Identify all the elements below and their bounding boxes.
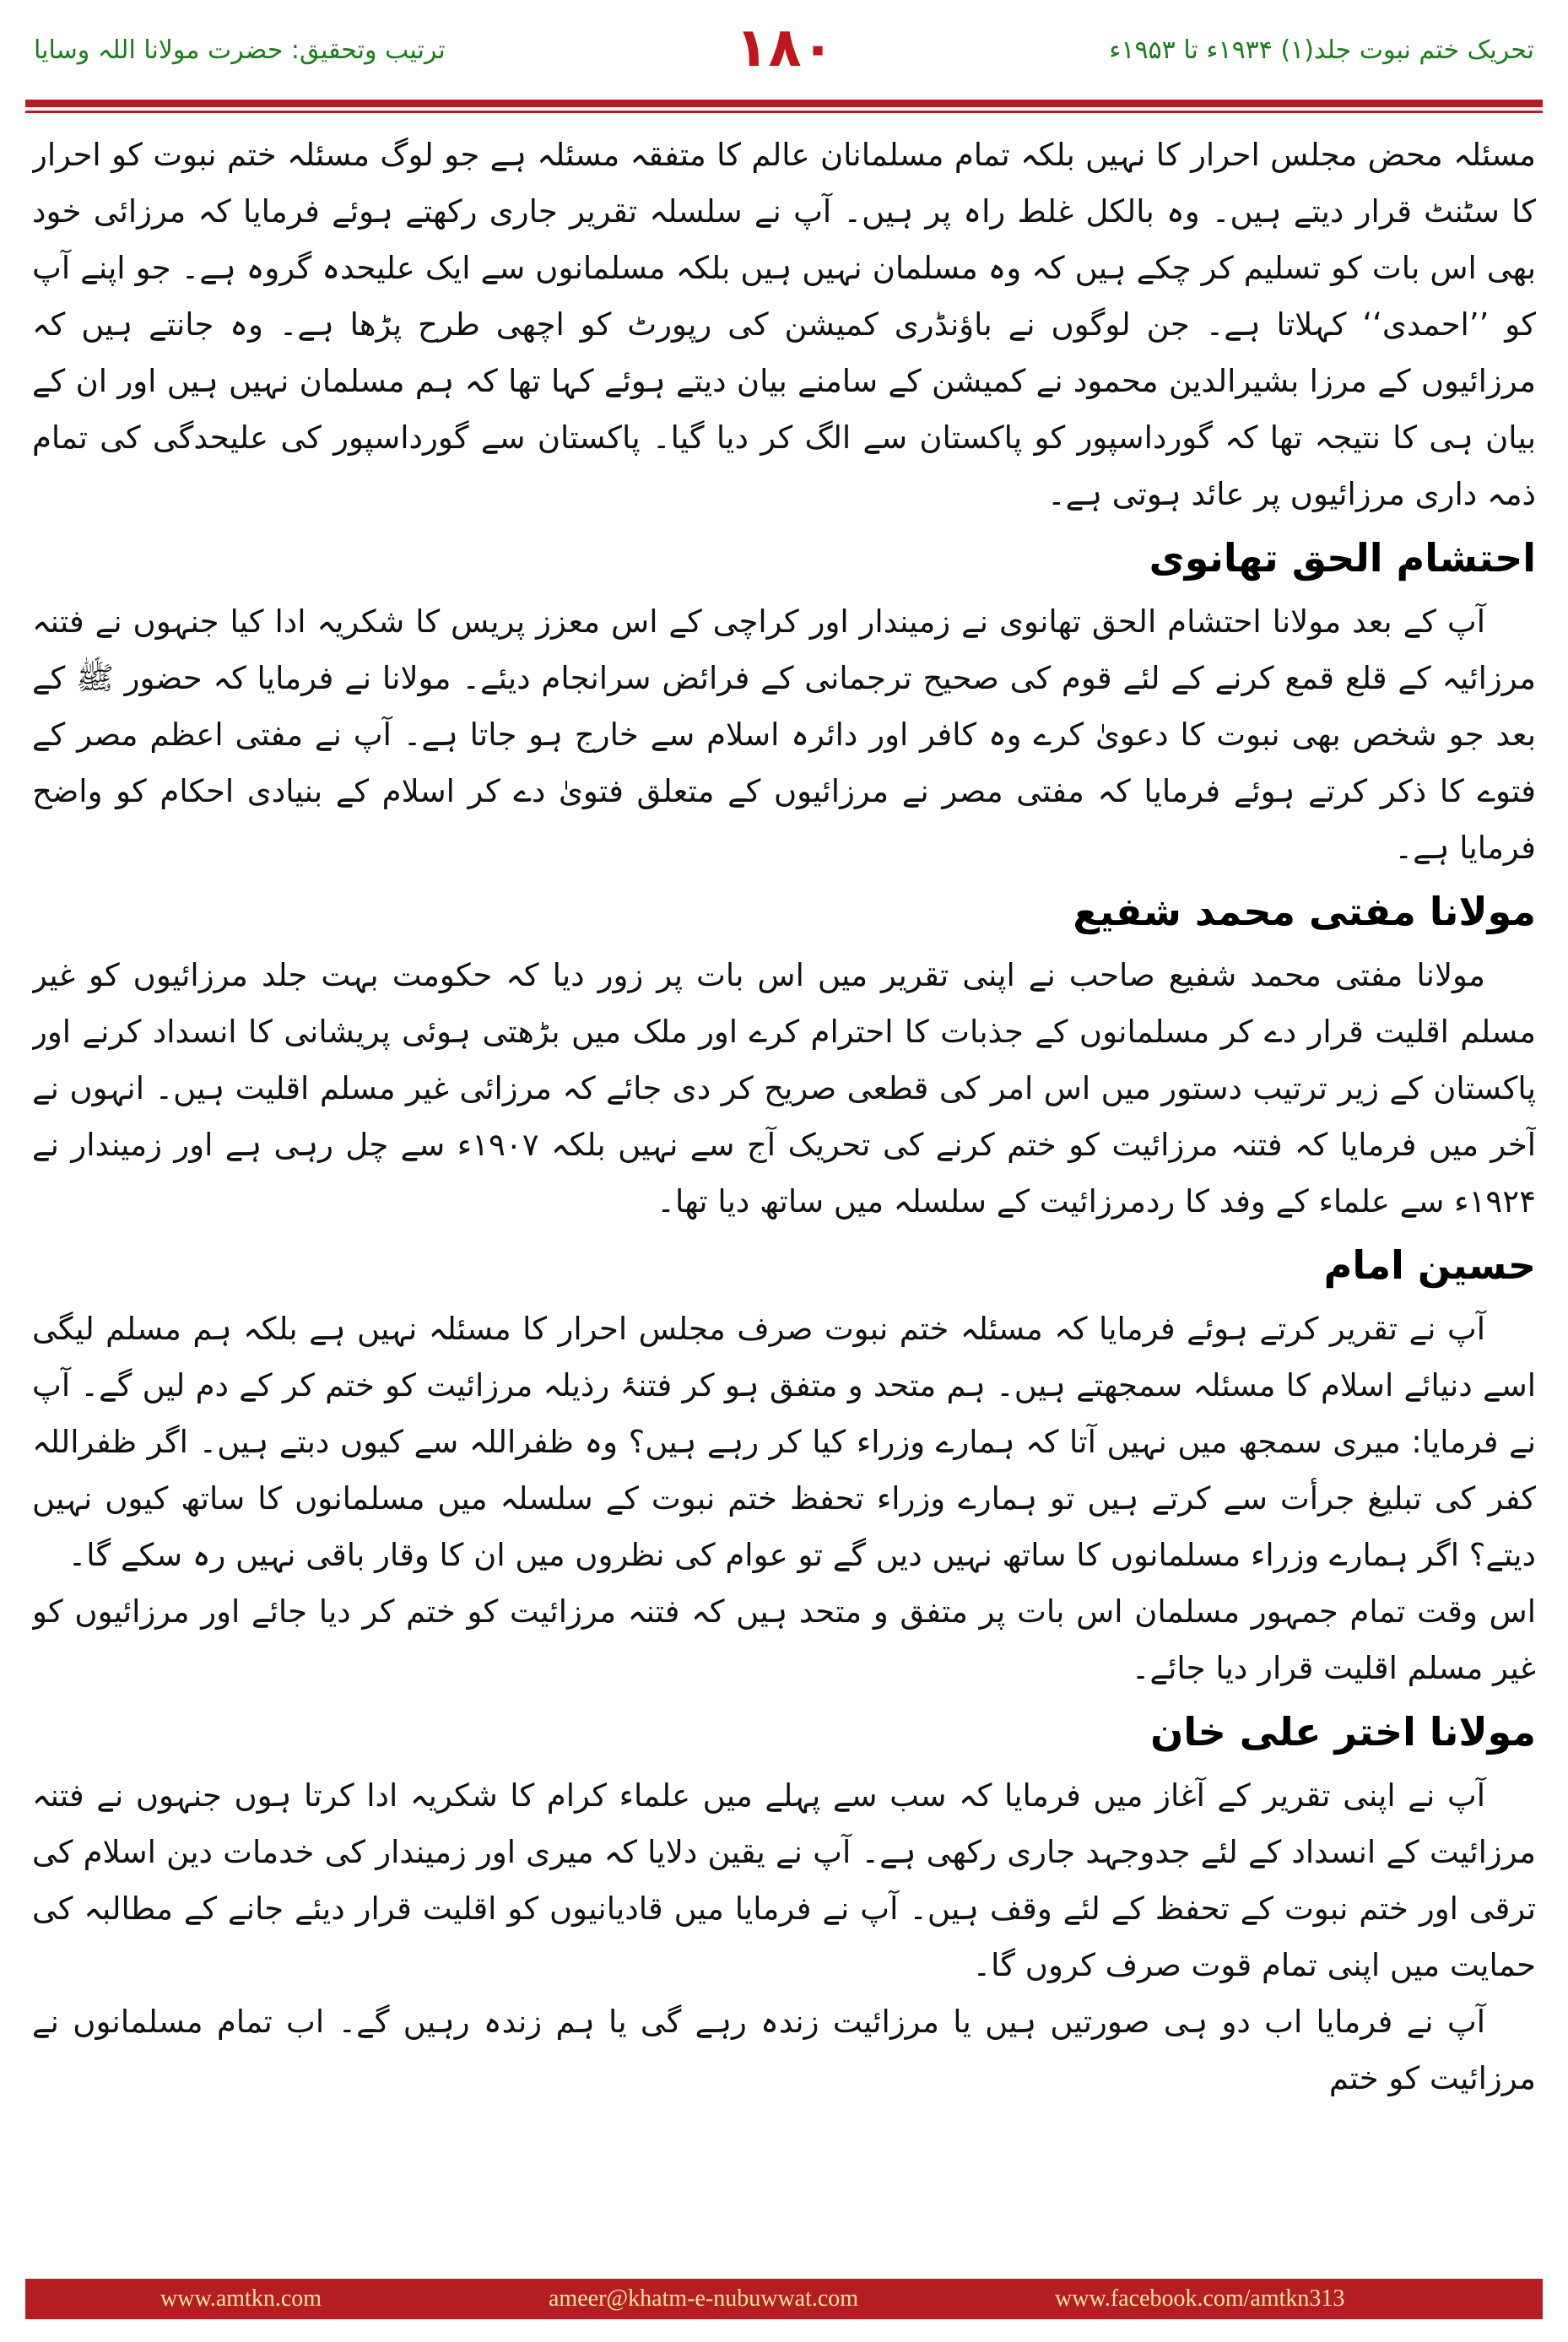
paragraph-continuation: آپ نے فرمایا اب دو ہی صورتیں ہیں یا مرزائیت زندہ رہے گی یا ہم زندہ رہیں گے۔ اب تمام مسلمانوں نے مرزائیت کو ختم <box>32 2004 1536 2096</box>
paragraph-akhtar-ali-khan: آپ نے اپنی تقریر کے آغاز میں فرمایا کہ سب سے پہلے میں علماء کرام کا شکریہ ادا کرتا ہوں جنہوں نے فتنہ مرزائیت کے انسداد کے لئے جدوجہد جاری رکھی ہے۔ آپ نے یقین دلایا کہ میری اور زمیندار کی خدمات دین اسلام کی ترقی اور ختم نبوت کے تحفظ کے لئے وقف ہیں۔ آپ نے فرمایا میں قادیانیوں کو اقلیت قرار دیئے جانے کے مطالبہ کی حمایت میں اپنی تمام قوت صرف کروں گا۔ <box>32 1777 1536 1983</box>
header-rule-thin <box>25 111 1543 113</box>
email-link[interactable]: ameer@khatm-e-nubuwwat.com <box>549 2285 859 2312</box>
paragraph-mufti-shafi: مولانا مفتی محمد شفیع صاحب نے اپنی تقریر میں اس بات پر زور دیا کہ حکومت بہت جلد مرزائیوں کو غیر مسلم اقلیت قرار دے کر مسلمانوں کے جذبات کا احترام کرے اور ملک میں بڑھتی ہوئی پریشانی کا انسداد کرنے اور پاکستان کے زیر ترتیب دستور میں اس امر کی قطعی صریح کر دی جائے کہ مرزائی غیر مسلم اقلیت ہیں۔ انہوں نے آخر میں فرمایا کہ فتنہ مرزائیت کو ختم کرنے کی تحریک آج سے نہیں بلکہ ۱۹۰۷ء سے چل رہی ہے اور زمیندار نے ۱۹۲۴ء سے علماء کے وفد کا ردمرزائیت کے سلسلہ میں ساتھ دیا تھا۔ <box>32 957 1536 1220</box>
heading-ehtisham-ul-haq: احتشام الحق تھانوی <box>1149 535 1536 581</box>
heading-hussain-imam: حسین امام <box>1323 1242 1536 1288</box>
facebook-link[interactable]: www.facebook.com/amtkn313 <box>1055 2285 1345 2312</box>
heading-akhtar-ali-khan: مولانا اختر علی خان <box>1150 1709 1536 1755</box>
page-body <box>32 127 1536 2245</box>
compiler-credit: ترتیب وتحقیق: حضرت مولانا اللہ وسایا <box>34 35 446 65</box>
paragraph-hussain-imam: آپ نے تقریر کرتے ہوئے فرمایا کہ مسئلہ ختم نبوت صرف مجلس احرار کا مسئلہ نہیں ہے بلکہ ہم مسلم لیگی اسے دنیائے اسلام کا مسئلہ سمجھتے ہیں۔ ہم متحد و متفق ہو کر فتنۂ رذیلہ مرزائیت کو ختم کر کے دم لیں گے۔ آپ نے فرمایا: میری سمجھ میں نہیں آتا کہ ہمارے وزراء کیا کر رہے ہیں؟ وہ ظفراللہ سے کیوں دبتے ہیں۔ اگر ظفراللہ کفر کی تبلیغ جرأت سے کرتے ہیں تو ہمارے وزراء تحفظ ختم نبوت کے سلسلہ میں مسلمانوں کا ساتھ کیوں نہیں دیتے؟ اگر ہمارے وزراء مسلمانوں کا ساتھ نہیں دیں گے تو عوام کی نظروں میں ان کا وقار باقی نہیں رہ سکے گا۔ <box>32 1311 1536 1573</box>
website-link[interactable]: www.amtkn.com <box>160 2285 322 2312</box>
page-number: ۱۸۰ <box>735 17 835 79</box>
heading-mufti-shafi: مولانا مفتی محمد شفیع <box>1073 889 1536 934</box>
page-header <box>0 0 1568 127</box>
book-title: تحریک ختم نبوت جلد(۱) ۱۹۳۴ء تا ۱۹۵۳ء <box>1109 35 1534 65</box>
header-rule-thick <box>25 100 1543 107</box>
paragraph-hussain-imam-conclusion: اس وقت تمام جمہور مسلمان اس بات پر متفق و متحد ہیں کہ فتنہ مرزائیت کو ختم کر دیا جائے اور مرزائیوں کو غیر مسلم اقلیت قرار دیا جائے۔ <box>32 1593 1536 1686</box>
paragraph-ehtisham-ul-haq: آپ کے بعد مولانا احتشام الحق تھانوی نے زمیندار اور کراچی کے اس معزز پریس کا شکریہ ادا کیا جنہوں نے فتنہ مرزائیہ کے قلع قمع کرنے کے لئے قوم کی صحیح ترجمانی کے فرائض سرانجام دیئے۔ مولانا نے فرمایا کہ حضور ﷺ کے بعد جو شخص بھی نبوت کا دعویٰ کرے وہ کافر اور دائرہ اسلام سے خارج ہو جاتا ہے۔ آپ نے مفتی اعظم مصر کے فتوے کا ذکر کرتے ہوئے فرمایا کہ مفتی مصر نے مرزائیوں کے متعلق فتویٰ دے کر اسلام کے بنیادی احکام کو واضح فرمایا ہے۔ <box>32 603 1536 866</box>
intro-paragraph: مسئلہ محض مجلس احرار کا نہیں بلکہ تمام مسلمانان عالم کا متفقہ مسئلہ ہے جو لوگ مسئلہ ختم نبوت کو احرار کا سٹنٹ قرار دیتے ہیں۔ وہ بالکل غلط راہ پر ہیں۔ آپ نے سلسلہ تقریر جاری رکھتے ہوئے فرمایا کہ مرزائی خود بھی اس بات کو تسلیم کر چکے ہیں کہ وہ مسلمان نہیں ہیں بلکہ مسلمانوں سے ایک علیحدہ گروہ ہے۔ جو اپنے آپ کو ’’احمدی‘‘ کہلاتا ہے۔ جن لوگوں نے باؤنڈری کمیشن کی رپورٹ کو اچھی طرح پڑھا ہے۔ وہ جانتے ہیں کہ مرزائیوں کے مرزا بشیرالدین محمود نے کمیشن کے سامنے بیان دیتے ہوئے کہا تھا کہ ہم مسلمان نہیں ہیں اور ان کے بیان ہی کا نتیجہ تھا کہ گورداسپور کو پاکستان سے الگ کر دیا گیا۔ پاکستان سے گورداسپور کی علیحدگی کی تمام ذمہ داری مرزائیوں پر عائد ہوتی ہے۔ <box>32 137 1536 512</box>
page-footer <box>0 2279 1568 2342</box>
